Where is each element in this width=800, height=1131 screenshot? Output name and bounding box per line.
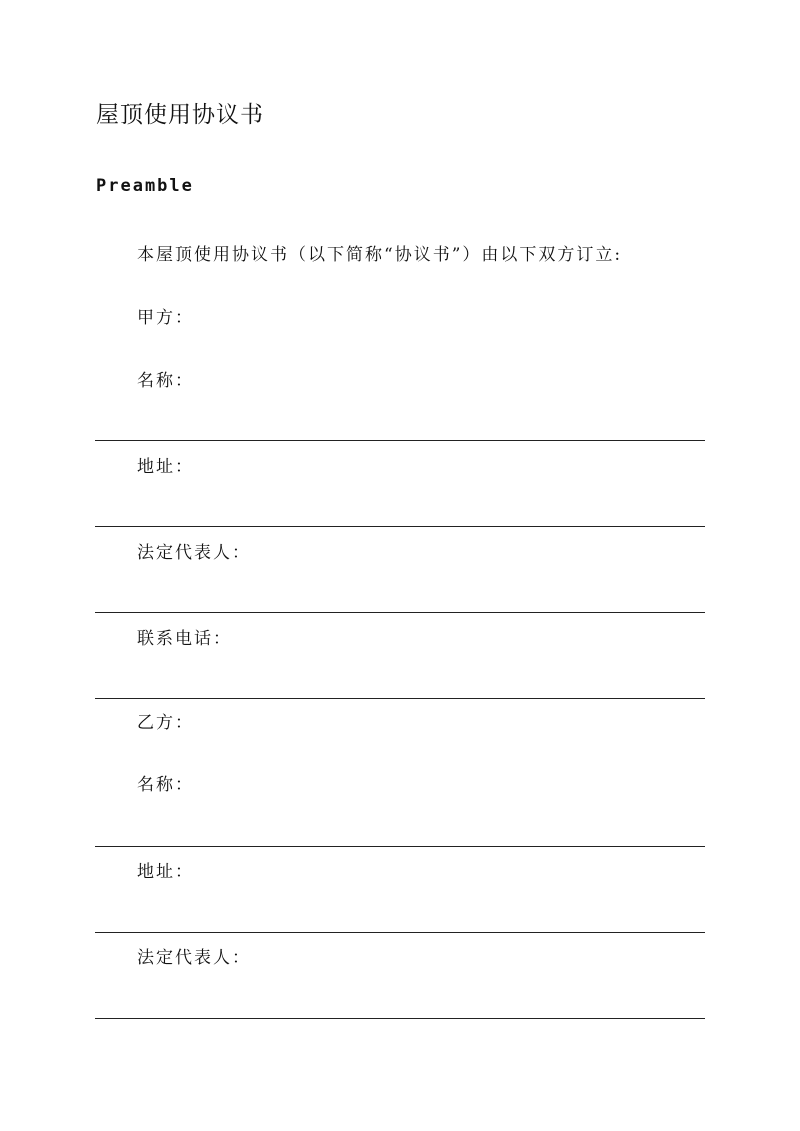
party-b-label: 乙方：: [137, 713, 194, 733]
party-b-address-fill-line: [95, 932, 705, 933]
party-b-legal-rep-fill-line: [95, 1018, 705, 1019]
party-b-name-label: 名称：: [137, 775, 194, 795]
party-a-address-label: 地址：: [137, 457, 194, 477]
intro-paragraph: 本屋顶使用协议书（以下简称“协议书”）由以下双方订立:: [137, 245, 623, 265]
party-a-address-fill-line: [95, 526, 705, 527]
document-title: 屋顶使用协议书: [96, 102, 264, 128]
party-b-address-label: 地址：: [137, 862, 194, 882]
party-a-label: 甲方：: [137, 308, 194, 328]
party-b-name-fill-line: [95, 846, 705, 847]
party-a-name-label: 名称：: [137, 371, 194, 391]
party-b-legal-rep-label: 法定代表人：: [137, 948, 251, 968]
party-a-phone-fill-line: [95, 698, 705, 699]
party-a-name-fill-line: [95, 440, 705, 441]
party-a-legal-rep-fill-line: [95, 612, 705, 613]
party-a-legal-rep-label: 法定代表人：: [137, 543, 251, 563]
party-a-phone-label: 联系电话：: [137, 629, 232, 649]
preamble-heading: Preamble: [96, 176, 194, 196]
